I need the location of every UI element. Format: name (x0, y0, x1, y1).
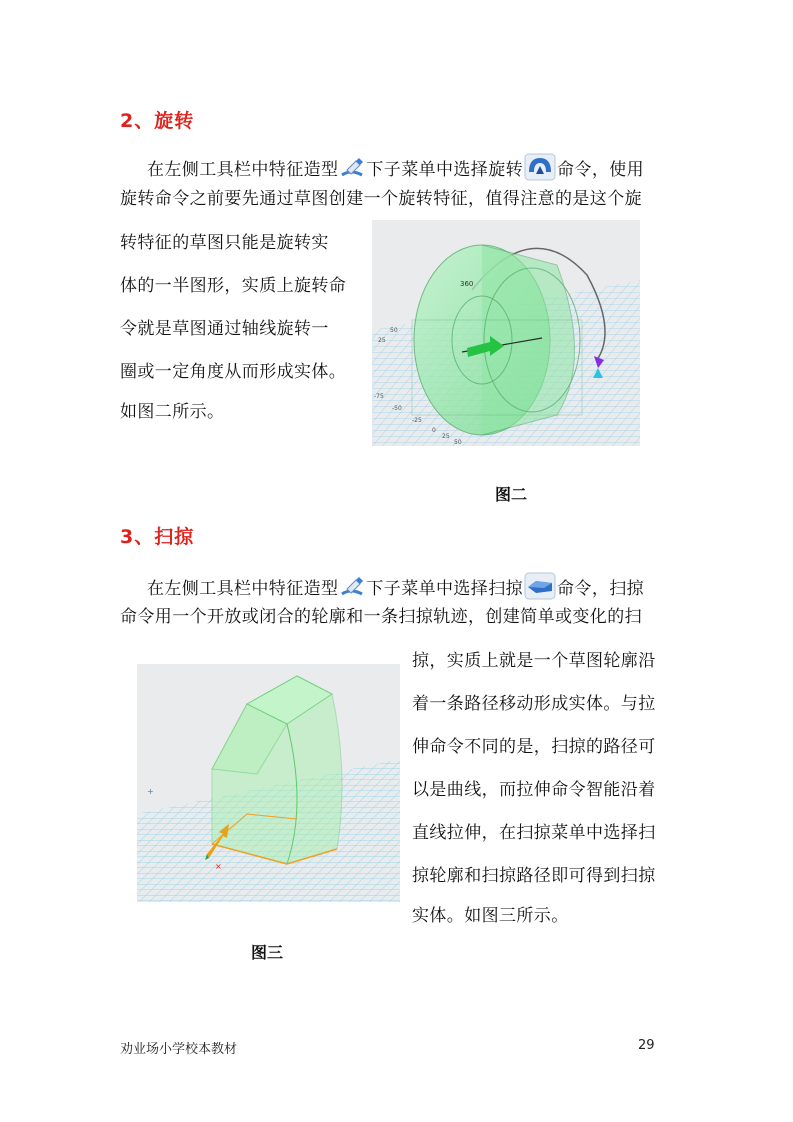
figure-2-label: 25 (378, 337, 386, 344)
text-fragment: 在左侧工具栏中特征造型 (147, 160, 339, 180)
figure-2-label: 25 (442, 433, 450, 440)
text-fragment: 命令，使用 (557, 160, 645, 180)
section-3-line-5: 伸命令不同的是，扫掠的路径可 (412, 737, 656, 757)
text-fragment: 在左侧工具栏中特征造型 (147, 579, 339, 599)
section-2-line-5: 令就是草图通过轴线旋转一 (120, 319, 329, 339)
section-3-line-2: 命令用一个开放或闭合的轮廓和一条扫掠轨迹，创建简单或变化的扫 (120, 607, 642, 627)
section-3-line-9: 实体。如图三所示。 (412, 906, 569, 926)
section-3-line-6: 以是曲线，而拉伸命令智能沿着 (412, 780, 656, 800)
footer-book-title: 劝业场小学校本教材 (120, 1042, 238, 1057)
svg-text:×: × (215, 862, 222, 871)
section-2-title: 2、旋转 (120, 110, 195, 132)
text-fragment: 下子菜单中选择旋转 (366, 160, 524, 180)
section-2-line-4: 体的一半图形，实质上旋转命 (120, 276, 347, 296)
section-3-title: 3、扫掠 (120, 526, 195, 548)
section-2-line-3: 转特征的草图只能是旋转实 (120, 233, 329, 253)
text-fragment: 下子菜单中选择扫掠 (366, 579, 524, 599)
figure-2-label-angle: 360 (460, 280, 474, 288)
section-3-line-1 (147, 571, 644, 601)
svg-text:+: + (147, 787, 154, 796)
section-3-line-8: 掠轮廓和扫掠路径即可得到扫掠 (412, 866, 656, 886)
section-3-line-3: 掠，实质上就是一个草图轮廓沿 (412, 651, 656, 671)
sweep-icon (524, 571, 556, 601)
section-2-line-1 (147, 152, 644, 182)
section-2-line-2: 旋转命令之前要先通过草图创建一个旋转特征，值得注意的是这个旋 (120, 189, 642, 209)
section-3-line-4: 着一条路径移动形成实体。与拉 (412, 694, 656, 714)
figure-2-caption: 图二 (495, 485, 528, 504)
figure-2-label: -50 (392, 405, 402, 412)
figure-2-label: -25 (412, 417, 422, 424)
figure-2-label: 50 (454, 439, 462, 446)
section-2-line-7: 如图二所示。 (120, 402, 225, 422)
text-fragment: 命令，扫掠 (557, 579, 645, 599)
section-3-line-7: 直线拉伸，在扫掠菜单中选择扫 (412, 823, 656, 843)
footer-page-number: 29 (638, 1038, 655, 1053)
feature-modeling-icon (339, 155, 365, 181)
figure-2-label: 0 (432, 427, 436, 434)
feature-modeling-icon (339, 574, 365, 600)
figure-2-revolve-model (372, 220, 640, 446)
revolve-icon (524, 152, 556, 182)
figure-2-label: -75 (374, 393, 384, 400)
figure-3-caption: 图三 (251, 943, 284, 962)
section-2-line-6: 圈或一定角度从而形成实体。 (120, 362, 347, 382)
figure-2-label: 50 (390, 327, 398, 334)
figure-3-sweep-model (137, 664, 400, 902)
